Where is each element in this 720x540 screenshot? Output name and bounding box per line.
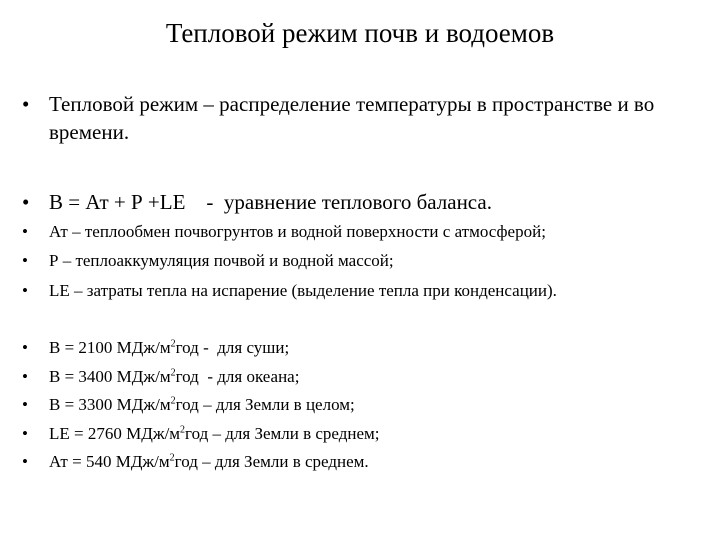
value-text: год – для Земли в целом; [175, 395, 355, 414]
superscript: 2 [170, 338, 176, 350]
superscript: 2 [170, 395, 176, 407]
slide-title: Тепловой режим почв и водоемов [165, 18, 555, 48]
value-text: В = 2100 МДж/м [49, 338, 171, 357]
value-text: В = 3300 МДж/м [49, 395, 171, 414]
list-item-text: В = Ат + Р +LE - уравнение теплового баланса. [49, 190, 492, 214]
superscript: 2 [170, 367, 176, 379]
value-text: год - для океана; [175, 367, 300, 386]
list-item-text: Р – теплоаккумуляция почвой и водной массой; [49, 251, 394, 270]
list-item-text: Ат – теплообмен почвогрунтов и водной поверхности с атмосферой; [49, 222, 546, 241]
list-item-value [22, 394, 702, 416]
list-item-value [22, 423, 702, 445]
bullet-icon: • [22, 92, 30, 116]
value-text: год - для суши; [175, 338, 290, 357]
value-text: LE = 2760 МДж/м [49, 424, 181, 443]
list-item-definition [22, 221, 702, 243]
value-text: год – для Земли в среднем; [185, 424, 380, 443]
value-text: В = 3400 МДж/м [49, 367, 171, 386]
list-item-text [49, 451, 702, 473]
list-item-definition [22, 250, 702, 272]
list-item-text: Тепловой режим – распределение температуры в пространстве и во времени. [49, 92, 655, 144]
list-item-value [22, 366, 702, 388]
bullet-icon: • [22, 338, 28, 357]
bullet-icon: • [22, 452, 28, 471]
list-item-definition [22, 280, 702, 302]
list-item-text [49, 337, 702, 359]
list-item-text [49, 366, 702, 388]
list-item-text: LE – затраты тепла на испарение (выделение тепла при конденсации). [49, 281, 557, 300]
list-item-value [22, 337, 702, 359]
value-text: Ат = 540 МДж/м [49, 452, 170, 471]
bullet-icon: • [22, 424, 28, 443]
list-item-text [49, 394, 702, 416]
bullet-icon: • [22, 367, 28, 386]
bullet-icon: • [22, 281, 28, 300]
list-item-text [49, 423, 702, 445]
bullet-icon: • [22, 395, 28, 414]
list-item-value [22, 451, 702, 473]
bullet-icon: • [22, 251, 28, 270]
superscript: 2 [180, 424, 186, 436]
bullet-icon: • [22, 190, 30, 214]
value-text: год – для Земли в среднем. [174, 452, 369, 471]
list-item-heat-balance-equation [22, 188, 702, 216]
bullet-icon: • [22, 222, 28, 241]
list-item-definition-thermal-regime [22, 90, 702, 146]
superscript: 2 [169, 452, 175, 464]
